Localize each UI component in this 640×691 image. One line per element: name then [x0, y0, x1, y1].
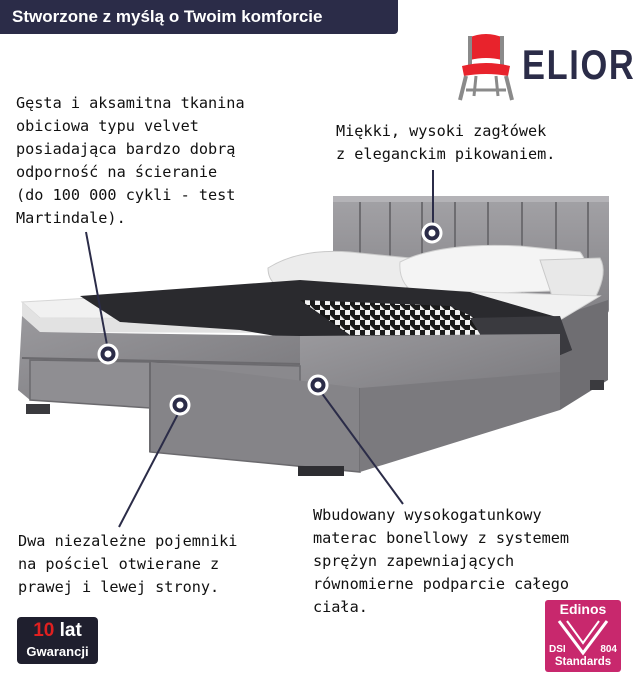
feature-headboard-text: Miękki, wysoki zagłówek z eleganckim pikowaniem.	[336, 122, 556, 163]
edinos-number: 804	[600, 644, 617, 655]
feature-mattress-text: Wbudowany wysokogatunkowy materac bonellowy z systemem sprężyn zapewniających równomierne podparcie całego ciała.	[313, 506, 570, 616]
edinos-dsi: DSI	[549, 644, 566, 655]
edinos-standards: Standards	[554, 656, 612, 668]
feature-storage-text: Dwa niezależne pojemniki na pościel otwierane z prawej i lewej strony.	[18, 532, 238, 596]
bed-base-side	[560, 300, 608, 410]
marker-mattress	[309, 376, 327, 394]
edinos-badge	[545, 600, 621, 672]
marker-headboard	[423, 224, 441, 242]
marker-storage	[171, 396, 189, 414]
feature-fabric-text: Gęsta i aksamitna tkanina obiciowa typu velvet posiadająca bardzo dobrą odporność na ścieranie (do 100 000 cykli - test Martindale).	[16, 94, 245, 227]
warranty-years-number: 10	[33, 620, 55, 641]
warranty-years-unit: lat	[59, 620, 82, 641]
warranty-label: Gwarancji	[26, 644, 89, 659]
warranty-badge	[17, 617, 98, 664]
warranty-years	[17, 620, 98, 642]
marker-fabric	[99, 345, 117, 363]
brand-name: ELIOR	[522, 41, 636, 88]
edinos-brand: Edinos	[559, 601, 607, 617]
header-title: Stworzone z myślą o Twoim komforcie	[12, 7, 323, 26]
